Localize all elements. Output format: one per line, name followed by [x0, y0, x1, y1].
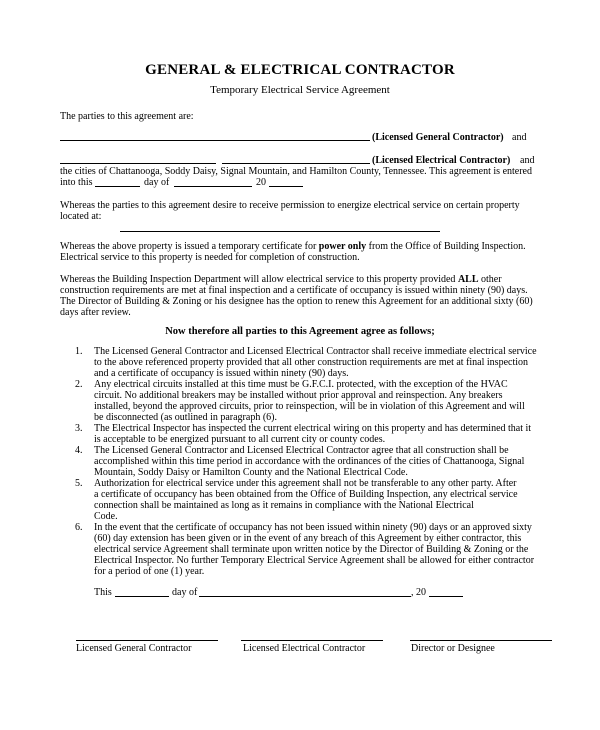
item6-line2: (60) day extension has been given or in the event of any breach of this Agreement by either contractor, this [94, 533, 522, 544]
item2-line1: Any electrical circuits installed at this time must be G.F.C.I. protected, with the exception of the HVAC [94, 379, 508, 390]
item3-line2: is acceptable to be energized pursuant to all current city or county codes. [94, 434, 386, 445]
whereas3-line1: Whereas the Building Inspection Department will allow electrical service to this property provided ALL other [60, 274, 502, 285]
item6-line3: electrical service Agreement shall terminate upon written notice by the Director of Building & Zoning or the [94, 544, 529, 555]
item4-line3: Mountain, Soddy Daisy or Hamilton County and the National Electrical Code. [94, 467, 408, 478]
document-title: GENERAL & ELECTRICAL CONTRACTOR [145, 62, 455, 78]
location-blank[interactable] [120, 231, 440, 232]
signature-label-director: Director or Designee [411, 643, 495, 654]
item1-line3: and a certificate of occupancy is issued within ninety (90) days. [94, 368, 349, 379]
item6-line4: Electrical Inspector. No further Temporary Electrical Service Agreement shall be allowed for either contractor [94, 555, 535, 566]
item-number: 3. [75, 423, 83, 434]
year-blank[interactable] [269, 186, 303, 187]
day-blank[interactable] [95, 186, 140, 187]
day-of-label: day of [144, 177, 170, 188]
item5-line1: Authorization for electrical service under this agreement shall not be transferable to any other party. After [94, 478, 517, 489]
closing-day-blank[interactable] [115, 596, 169, 597]
closing-year-blank[interactable] [429, 596, 463, 597]
party2-blank-a[interactable] [60, 163, 216, 164]
item-number: 4. [75, 445, 83, 456]
party1-label: (Licensed General Contractor) [372, 132, 504, 143]
item1-line1: The Licensed General Contractor and Licensed Electrical Contractor shall receive immediate electrical service [94, 346, 537, 357]
parties-intro: The parties to this agreement are: [60, 111, 194, 122]
closing-day-of: day of [172, 587, 198, 598]
signature-label-general: Licensed General Contractor [76, 643, 192, 654]
whereas3-line4: days after review. [60, 307, 131, 318]
whereas1-line1: Whereas the parties to this agreement desire to receive permission to energize electrical service on certain property [60, 200, 520, 211]
item4-line1: The Licensed General Contractor and Licensed Electrical Contractor agree that all construction shall be [94, 445, 509, 456]
party1-and: and [512, 132, 527, 143]
item-number: 1. [75, 346, 83, 357]
whereas3-line2: construction requirements are met at final inspection and a certificate of occupancy is issued within ninety (90) days. [60, 285, 528, 296]
closing-this: This [94, 587, 112, 598]
into-this-label: into this [60, 177, 93, 188]
item-number: 2. [75, 379, 83, 390]
signature-line-electrical[interactable] [241, 640, 383, 641]
party2-blank-b[interactable] [222, 163, 370, 164]
party1-blank[interactable] [60, 140, 370, 141]
item2-line3: installed, beyond the approved circuits, prior to reinspection, will be in violation of this Agreement and will [94, 401, 525, 412]
whereas2-line2: Electrical service to this property is needed for completion of construction. [60, 252, 360, 263]
item-number: 5. [75, 478, 83, 489]
item-number: 6. [75, 522, 83, 533]
item6-line5: for a period of one (1) year. [94, 566, 205, 577]
party2-and: and [520, 155, 535, 166]
signature-label-electrical: Licensed Electrical Contractor [243, 643, 366, 654]
item2-line2: circuit. No additional breakers may be installed without prior approval and reinspection. Any breakers [94, 390, 503, 401]
item5-line4: Code. [94, 511, 118, 522]
item3-line1: The Electrical Inspector has inspected the current electrical wiring on this property and has determined that it [94, 423, 532, 434]
month-blank[interactable] [174, 186, 252, 187]
signature-line-general[interactable] [76, 640, 218, 641]
item1-line2: to the above referenced property provided that all other construction requirements are met at final inspection [94, 357, 528, 368]
whereas3-line3: The Director of Building & Zoning or his designee has the option to renew this Agreement for an additional sixty (60) [60, 296, 533, 307]
year-prefix: 20 [256, 177, 266, 188]
signature-line-director[interactable] [410, 640, 552, 641]
item5-line3: connection shall be maintained as long as it remains in compliance with the National Electrical [94, 500, 474, 511]
item4-line2: accomplished within this time period in accordance with the ordinances of the cities of Chattanooga, Signal [94, 456, 525, 467]
closing-year: , 20 [411, 587, 426, 598]
whereas2-line1: Whereas the above property is issued a temporary certificate for power only from the Office of Building Inspection. [60, 241, 526, 252]
document-subtitle: Temporary Electrical Service Agreement [210, 84, 390, 96]
cities-line: the cities of Chattanooga, Soddy Daisy, Signal Mountain, and Hamilton County, Tennessee. This agreement is entered [60, 166, 532, 177]
item2-line4: be disconnected (as outlined in paragraph (6). [94, 412, 277, 423]
item6-line1: In the event that the certificate of occupancy has not been issued within ninety (90) days or an approved sixty [94, 522, 532, 533]
closing-month-blank[interactable] [199, 596, 411, 597]
party2-label: (Licensed Electrical Contractor) [372, 155, 511, 166]
item5-line2: a certificate of occupancy has been obtained from the Office of Building Inspection, any electrical service [94, 489, 518, 500]
agree-heading: Now therefore all parties to this Agreement agree as follows; [165, 326, 435, 337]
whereas1-line2: located at: [60, 211, 102, 222]
